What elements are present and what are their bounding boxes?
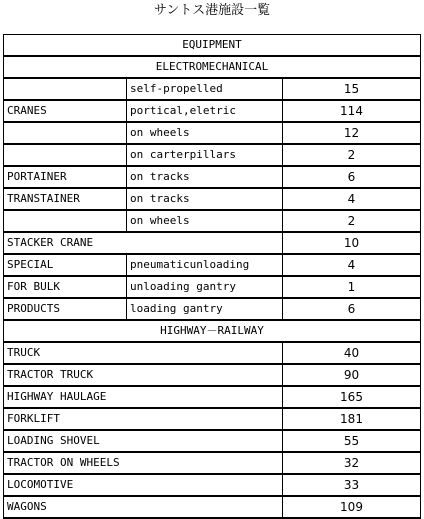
table-row [4,408,421,430]
equipment-count: 2 [283,210,421,232]
equipment-name [4,122,127,144]
equipment-count: 165 [283,386,421,408]
equipment-name: TRACTOR TRUCK [4,364,283,386]
equipment-count: 32 [283,452,421,474]
equipment-name [4,78,127,100]
table-row [4,188,421,210]
equipment-type: pneumaticunloading [127,254,283,276]
table-row [4,386,421,408]
equipment-table [3,34,421,519]
table-row [4,144,421,166]
table-row [4,166,421,188]
equipment-name: FOR BULK [4,276,127,298]
equipment-type: on carterpillars [127,144,283,166]
table-row [4,364,421,386]
table-row [4,100,421,122]
equipment-name: TRACTOR ON WHEELS [4,452,283,474]
table-row [4,474,421,496]
equipment-header: EQUIPMENT [4,35,421,57]
equipment-name: HIGHWAY HAULAGE [4,386,283,408]
equipment-count: 114 [283,100,421,122]
equipment-count: 12 [283,122,421,144]
equipment-type: self-propelled [127,78,283,100]
equipment-name: CRANES [4,100,127,122]
table-row [4,496,421,518]
table-row [4,210,421,232]
equipment-count: 4 [283,254,421,276]
table-row [4,254,421,276]
equipment-type: on wheels [127,210,283,232]
equipment-count: 6 [283,166,421,188]
electromechanical-header-row [4,56,421,78]
equipment-name: STACKER CRANE [4,232,283,254]
equipment-name: FORKLIFT [4,408,283,430]
table-row [4,78,421,100]
equipment-type: loading gantry [127,298,283,320]
equipment-name: WAGONS [4,496,283,518]
table-row [4,430,421,452]
table-row [4,232,421,254]
table-row [4,298,421,320]
highway-railway-header-row [4,320,421,342]
equipment-count: 181 [283,408,421,430]
equipment-count: 40 [283,342,421,364]
equipment-name: TRANSTAINER [4,188,127,210]
equipment-name: LOCOMOTIVE [4,474,283,496]
equipment-name: TRUCK [4,342,283,364]
equipment-count: 10 [283,232,421,254]
equipment-type: on tracks [127,166,283,188]
equipment-name [4,144,127,166]
table-row [4,342,421,364]
equipment-type: on wheels [127,122,283,144]
equipment-name: SPECIAL [4,254,127,276]
equipment-type: unloading gantry [127,276,283,298]
equipment-count: 6 [283,298,421,320]
electromechanical-header: ELECTROMECHANICAL [4,56,421,78]
equipment-name: LOADING SHOVEL [4,430,283,452]
equipment-name: PORTAINER [4,166,127,188]
equipment-name [4,210,127,232]
equipment-count: 33 [283,474,421,496]
equipment-header-row [4,35,421,57]
table-row [4,452,421,474]
table-row [4,276,421,298]
equipment-count: 4 [283,188,421,210]
equipment-count: 15 [283,78,421,100]
equipment-type: portical,eletric [127,100,283,122]
table-row [4,122,421,144]
highway-railway-header: HIGHWAY－RAILWAY [4,320,421,342]
equipment-count: 90 [283,364,421,386]
equipment-type: on tracks [127,188,283,210]
equipment-count: 109 [283,496,421,518]
equipment-count: 2 [283,144,421,166]
equipment-count: 1 [283,276,421,298]
page-title: サントス港施設一覧 [153,3,271,18]
equipment-count: 55 [283,430,421,452]
equipment-name: PRODUCTS [4,298,127,320]
